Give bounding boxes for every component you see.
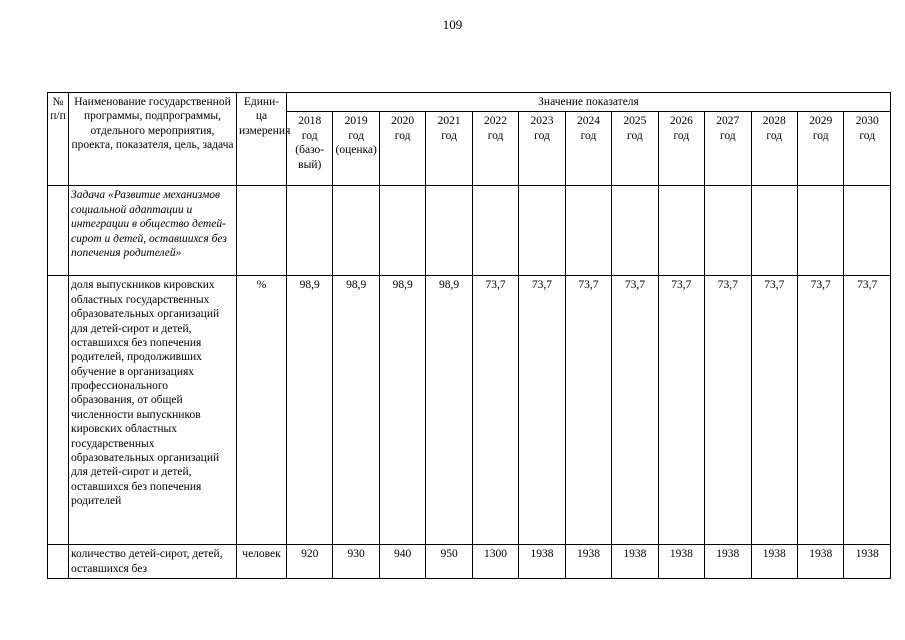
value-cell-2028: 73,7 <box>751 276 797 545</box>
header-year-note: (базо-вый) <box>295 144 325 171</box>
value-cell-2019: 98,9 <box>333 276 379 545</box>
header-year-year: 2027 <box>716 115 740 128</box>
value-cell-2020: 98,9 <box>379 276 425 545</box>
table-row <box>48 186 891 276</box>
header-year-2028 <box>751 112 797 186</box>
value-cell-2023: 73,7 <box>519 276 565 545</box>
header-year-sub: год <box>441 129 457 142</box>
header-year-sub: год <box>673 129 690 142</box>
value-cell-2024 <box>565 186 611 276</box>
header-name: Наименование государственной программы, подпрограммы, отдельного мероприятия, проекта, показателя, цель, задача <box>69 93 237 186</box>
header-value-group: Значение показателя <box>287 93 891 112</box>
value-cell-2027 <box>705 186 751 276</box>
task-name: Задача «Развитие механизмов социальной адаптации и интеграции в общество детей-сирот и детей, оставшихся без попечения родителей» <box>69 186 237 276</box>
value-cell-2025: 73,7 <box>612 276 658 545</box>
indicator-unit: % <box>237 276 287 545</box>
value-cell-2030: 1938 <box>844 545 891 579</box>
value-cell-2029: 1938 <box>797 545 843 579</box>
value-cell-2020 <box>379 186 425 276</box>
value-cell-2029: 73,7 <box>797 276 843 545</box>
header-year-year: 2028 <box>762 115 786 128</box>
header-year-2030 <box>844 112 891 186</box>
header-year-year: 2029 <box>809 115 833 128</box>
header-year-year: 2022 <box>484 115 508 128</box>
header-year-sub: год <box>301 129 318 142</box>
value-cell-2026: 1938 <box>658 545 704 579</box>
header-year-2018 <box>287 112 333 186</box>
value-cell-2030: 73,7 <box>844 276 891 545</box>
header-year-2024 <box>565 112 611 186</box>
header-year-sub: год <box>580 129 597 142</box>
value-cell-2025 <box>612 186 658 276</box>
value-cell-2021: 950 <box>426 545 472 579</box>
row-num <box>48 276 69 545</box>
row-num <box>48 545 69 579</box>
header-year-sub: год <box>534 129 550 142</box>
header-year-year: 2021 <box>437 115 461 128</box>
value-cell-2028: 1938 <box>751 545 797 579</box>
header-year-sub: год <box>719 129 736 142</box>
header-year-sub: год <box>859 129 876 142</box>
header-year-sub: год <box>766 129 783 142</box>
indicator-table <box>47 92 891 579</box>
value-cell-2022: 1300 <box>472 545 518 579</box>
header-year-2025 <box>612 112 658 186</box>
value-cell-2023: 1938 <box>519 545 565 579</box>
header-year-2023 <box>519 112 565 186</box>
value-cell-2019 <box>333 186 379 276</box>
value-cell-2018: 98,9 <box>287 276 333 545</box>
header-year-2022 <box>472 112 518 186</box>
indicator-unit: человек <box>237 545 287 579</box>
header-year-note: (оценка) <box>335 144 377 157</box>
value-cell-2018 <box>287 186 333 276</box>
header-year-year: 2026 <box>669 115 693 128</box>
value-cell-2027: 1938 <box>705 545 751 579</box>
value-cell-2020: 940 <box>379 545 425 579</box>
header-year-sub: год <box>627 129 643 142</box>
header-year-sub: год <box>394 129 411 142</box>
header-num: № п/п <box>48 93 69 186</box>
row-num <box>48 186 69 276</box>
value-cell-2030 <box>844 186 891 276</box>
table-row <box>48 276 891 545</box>
header-year-sub: год <box>487 129 504 142</box>
header-unit: Едини-ца измерения <box>237 93 287 186</box>
value-cell-2023 <box>519 186 565 276</box>
indicator-name: доля выпускников кировских областных государственных образовательных организаций для детей-сирот и детей, оставшихся без попечения родителей, продолживших обучение в организациях профессионального образования, от общей численности выпускников кировских областных государственных образовательных организаций для детей-сирот и детей, оставшихся без попечения родителей <box>69 276 237 545</box>
header-year-2027 <box>705 112 751 186</box>
value-cell-2021 <box>426 186 472 276</box>
value-cell-2019: 930 <box>333 545 379 579</box>
header-year-sub: год <box>812 129 829 142</box>
header-year-year: 2024 <box>576 115 600 128</box>
value-cell-2026 <box>658 186 704 276</box>
indicator-name: количество детей-сирот, детей, оставшихся без <box>69 545 237 579</box>
value-cell-2025: 1938 <box>612 545 658 579</box>
header-year-2029 <box>797 112 843 186</box>
page-number: 109 <box>442 17 463 32</box>
value-cell-2026: 73,7 <box>658 276 704 545</box>
header-year-year: 2025 <box>623 115 647 128</box>
header-year-2019 <box>333 112 379 186</box>
value-cell-2018: 920 <box>287 545 333 579</box>
table-row <box>48 545 891 579</box>
value-cell-2028 <box>751 186 797 276</box>
header-year-year: 2018 <box>298 115 322 128</box>
header-year-year: 2023 <box>530 115 554 128</box>
header-year-2020 <box>379 112 425 186</box>
value-cell-2022: 73,7 <box>472 276 518 545</box>
value-cell-2022 <box>472 186 518 276</box>
header-year-year: 2030 <box>855 115 879 128</box>
header-year-2021 <box>426 112 472 186</box>
value-cell-2024: 1938 <box>565 545 611 579</box>
value-cell-2024: 73,7 <box>565 276 611 545</box>
header-year-year: 2019 <box>344 115 368 128</box>
header-year-sub: год <box>348 129 365 142</box>
header-year-year: 2020 <box>391 115 415 128</box>
header-year-2026 <box>658 112 704 186</box>
value-cell-2021: 98,9 <box>426 276 472 545</box>
indicator-unit <box>237 186 287 276</box>
value-cell-2029 <box>797 186 843 276</box>
value-cell-2027: 73,7 <box>705 276 751 545</box>
